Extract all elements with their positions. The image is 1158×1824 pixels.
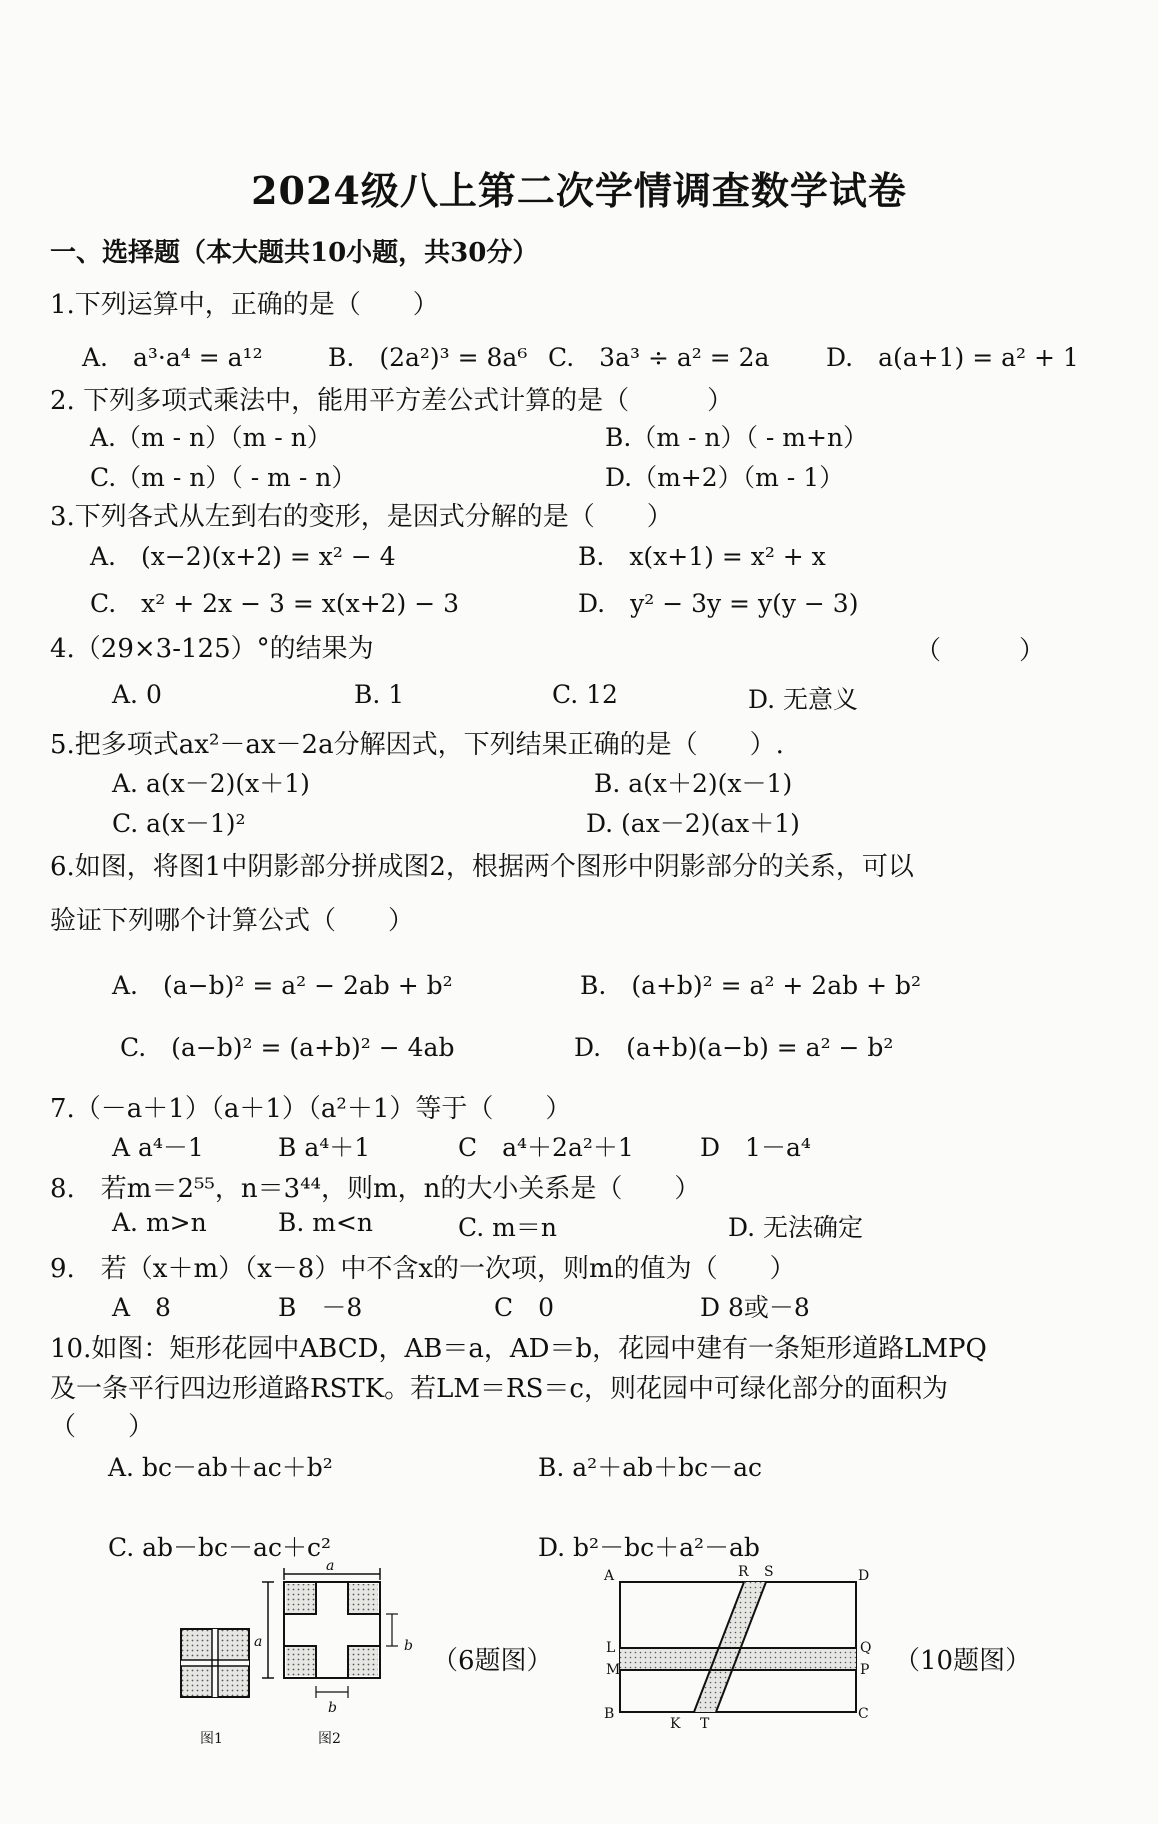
figure-10-label-a: A [604, 1568, 615, 1584]
q5-option-a: A. a(x－2)(x＋1) [112, 769, 310, 798]
q5-option-d: D. (ax－2)(ax＋1) [586, 809, 800, 838]
q2-option-b: B.（m - n）（ - m+n） [605, 423, 869, 452]
question-5-stem: 5.把多项式ax²－ax－2a分解因式，下列结果正确的是（ ）. [50, 730, 784, 760]
q4-option-c: C. 12 [552, 680, 618, 709]
q8-option-a: A. m>n [112, 1208, 207, 1237]
q1-option-d: D. a(a+1) = a² + 1 [826, 343, 1079, 372]
figure-6-top-a-label: a [326, 1558, 335, 1574]
q10-option-d: D. b²－bc＋a²－ab [538, 1533, 760, 1562]
question-9-stem: 9. 若（x＋m）（x－8）中不含x的一次项，则m的值为（ ） [50, 1254, 796, 1284]
q3-option-a: A. (x−2)(x+2) = x² − 4 [90, 542, 396, 571]
figure-6-label-2: 图2 [318, 1731, 341, 1747]
q9-option-b: B －8 [278, 1293, 363, 1322]
q2-option-a: A.（m - n）（m - n） [90, 423, 332, 452]
q4-option-d: D. 无意义 [748, 685, 859, 714]
question-7-stem: 7.（－a＋1）（a＋1）（a²＋1）等于（ ） [50, 1094, 572, 1124]
q1-option-b: B. (2a²)³ = 8a⁶ [328, 343, 528, 372]
question-6-stem-line2: 验证下列哪个计算公式（ ） [50, 906, 415, 936]
figure-6-label-1: 图1 [200, 1731, 223, 1747]
question-6-stem-line1: 6.如图，将图1中阴影部分拼成图2，根据两个图形中阴影部分的关系，可以 [50, 852, 914, 882]
figure-10-label-p: P [860, 1662, 870, 1678]
figure-10-diagram [618, 1580, 858, 1718]
q8-option-b: B. m<n [278, 1208, 374, 1237]
q6-option-a: A. (a−b)² = a² − 2ab + b² [112, 971, 453, 1000]
question-10-stem-line3: （ ） [50, 1412, 155, 1442]
q6-option-c: C. (a−b)² = (a+b)² − 4ab [120, 1033, 455, 1062]
q3-option-b: B. x(x+1) = x² + x [578, 542, 826, 571]
q1-option-a: A. a³·a⁴ = a¹² [82, 343, 263, 372]
q10-option-c: C. ab－bc－ac＋c² [108, 1533, 331, 1562]
q10-option-a: A. bc－ab＋ac＋b² [108, 1453, 333, 1482]
figure-6-side-a-label: a [254, 1634, 263, 1650]
figure-10-label-c: C [858, 1706, 869, 1722]
figure-6-right-b-label: b [404, 1638, 413, 1654]
figure-6-diagram-1 [180, 1628, 250, 1702]
q7-option-d: D 1－a⁴ [700, 1133, 811, 1162]
question-10-stem-line2: 及一条平行四边形道路RSTK。若LM＝RS＝c，则花园中可绿化部分的面积为 [50, 1374, 948, 1404]
question-3-stem: 3.下列各式从左到右的变形，是因式分解的是（ ） [50, 502, 673, 532]
q5-option-b: B. a(x＋2)(x－1) [594, 769, 793, 798]
q2-option-d: D.（m+2）（m - 1） [605, 463, 845, 492]
q2-option-c: C.（m - n）（ - m - n） [90, 463, 357, 492]
figure-10-label-m: M [606, 1662, 621, 1678]
figure-10-label-q: Q [860, 1640, 872, 1656]
q6-option-b: B. (a+b)² = a² + 2ab + b² [580, 971, 921, 1000]
q6-option-d: D. (a+b)(a−b) = a² − b² [574, 1033, 894, 1062]
figure-10-label-s: S [764, 1564, 774, 1580]
q7-option-a: A a⁴－1 [112, 1133, 204, 1162]
q5-option-c: C. a(x－1)² [112, 809, 246, 838]
q8-option-d: D. 无法确定 [728, 1213, 864, 1242]
figure-10-label-d: D [858, 1568, 870, 1584]
question-8-stem: 8. 若m＝2⁵⁵，n＝3⁴⁴，则m，n的大小关系是（ ） [50, 1174, 701, 1204]
q4-answer-bracket: （ ） [915, 636, 1046, 666]
q10-option-b: B. a²＋ab＋bc－ac [538, 1453, 763, 1482]
q4-option-b: B. 1 [354, 680, 405, 709]
question-10-stem-line1: 10.如图：矩形花园中ABCD，AB＝a，AD＝b，花园中建有一条矩形道路LMPQ [50, 1334, 987, 1364]
q3-option-c: C. x² + 2x − 3 = x(x+2) − 3 [90, 589, 460, 618]
q8-option-c: C. m＝n [458, 1213, 557, 1242]
figure-10-label-r: R [738, 1564, 749, 1580]
q4-option-a: A. 0 [112, 680, 162, 709]
q3-option-d: D. y² − 3y = y(y − 3) [578, 589, 859, 618]
figure-10-caption: （10题图） [894, 1646, 1032, 1676]
figure-10-label-k: K [670, 1716, 681, 1732]
q9-option-d: D 8或－8 [700, 1293, 810, 1322]
figure-10-label-b: B [604, 1706, 615, 1722]
figure-10-label-l: L [606, 1640, 616, 1656]
figure-10-label-t: T [700, 1716, 710, 1732]
figure-6-caption: （6题图） [432, 1646, 553, 1676]
q7-option-b: B a⁴＋1 [278, 1133, 371, 1162]
question-2-stem: 2. 下列多项式乘法中，能用平方差公式计算的是（ ） [50, 386, 734, 416]
q9-option-c: C 0 [494, 1293, 555, 1322]
figure-6-bottom-b-label: b [328, 1700, 337, 1716]
q9-option-a: A 8 [112, 1293, 171, 1322]
question-1-stem: 1.下列运算中，正确的是（ ） [50, 290, 439, 320]
q7-option-c: C a⁴＋2a²＋1 [458, 1133, 634, 1162]
section-heading: 一、选择题（本大题共10小题，共30分） [50, 238, 539, 268]
q1-option-c: C. 3a³ ÷ a² = 2a [548, 343, 770, 372]
question-4-stem: 4.（29×3-125）°的结果为 [50, 634, 374, 664]
page-title: 2024级八上第二次学情调查数学试卷 [251, 168, 907, 213]
